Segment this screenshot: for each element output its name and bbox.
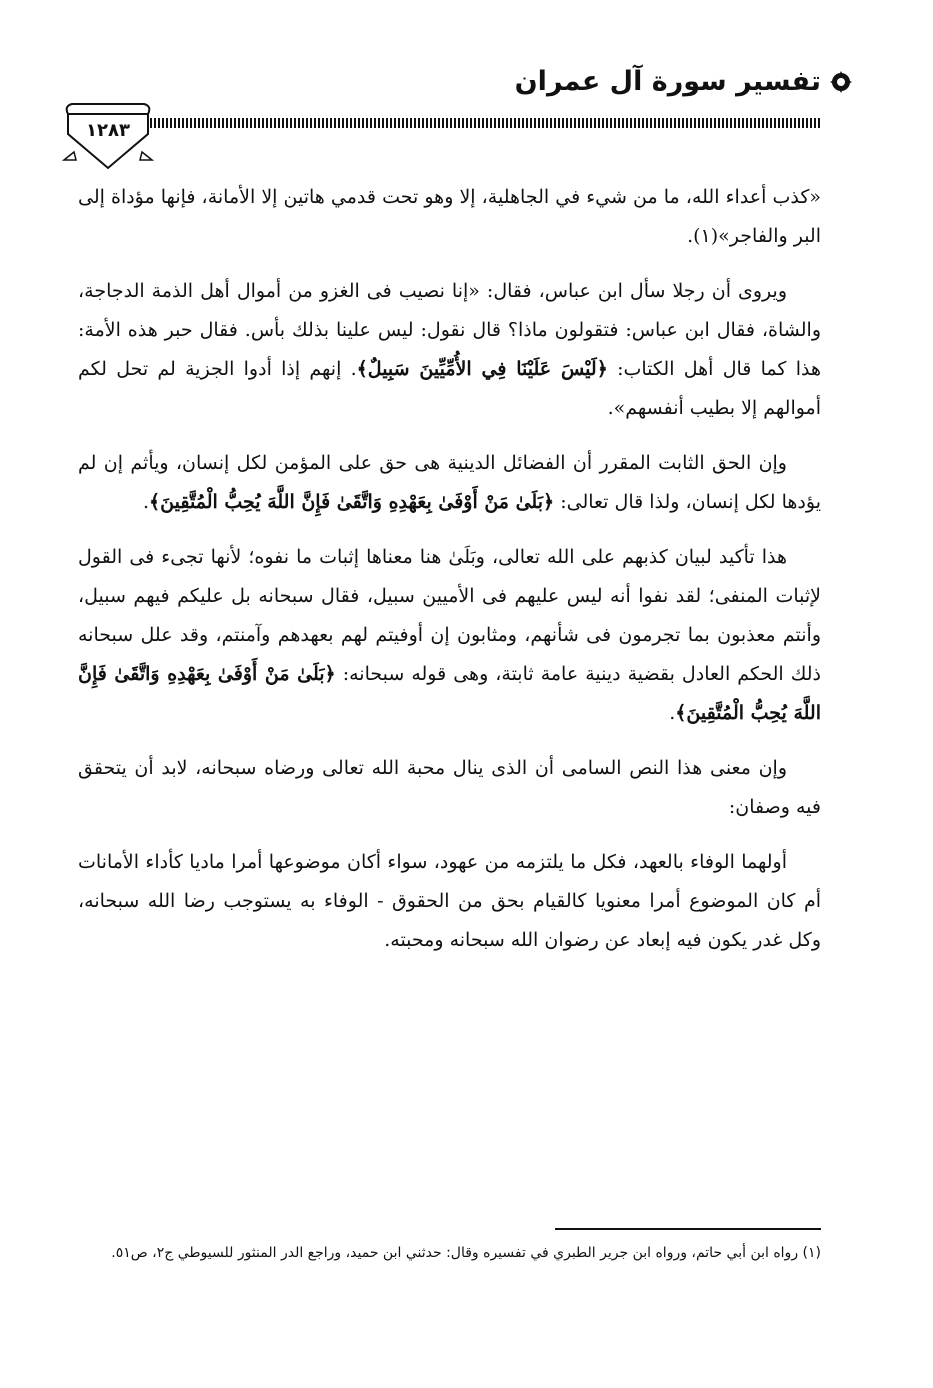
main-text — [78, 178, 821, 976]
quran-verse: ﴿بَلَىٰ مَنْ أَوْفَىٰ بِعَهْدِهِ وَاتَّقَىٰ فَإِنَّ اللَّهَ يُحِبُّ الْمُتَّقِينَ﴾ — [149, 491, 555, 513]
header-ornament-icon — [829, 70, 853, 94]
footnote-divider — [555, 1228, 821, 1230]
paragraph-text: . — [142, 491, 150, 513]
quran-verse: ﴿لَيْسَ عَلَيْنَا فِي الأُمِّيِّينَ سَبِيلٌ﴾ — [356, 358, 608, 380]
paragraph-text: . إنهم إذا أدوا الجزية لم تحل لكم أموالهم إلا بطيب أنفسهم». — [78, 358, 821, 419]
paragraph-text: . — [669, 702, 676, 724]
quran-verse: ﴿بَلَىٰ مَنْ أَوْفَىٰ بِعَهْدِهِ وَاتَّقَىٰ فَإِنَّ اللَّهَ يُحِبُّ الْمُتَّقِينَ﴾ — [78, 663, 821, 724]
page-number: ١٢٨٣ — [86, 120, 130, 141]
footnote: (١) رواه ابن أبي حاتم، ورواه ابن جرير الطبري في تفسيره وقال: حدثني ابن حميد، وراجع الدر المنثور للسيوطي ج٢، ص٥١. — [111, 1245, 821, 1261]
paragraph — [78, 538, 821, 733]
paragraph — [78, 444, 821, 522]
page-title: تفسير سورة آل عمران — [514, 66, 821, 97]
paragraph-text: وإن الحق الثابت المقرر أن الفضائل الدينية هى حق على المؤمن لكل إنسان، ويأثم إن لم يؤدها لكل إنسان، ولذا قال تعالى: — [78, 452, 821, 513]
paragraph-text: هذا تأكيد لبيان كذبهم على الله تعالى، وبَلَىٰ هنا معناها إثبات ما نفوه؛ لأنها تجىء فى القول لإثبات المنفى؛ لقد نفوا أنه ليس عليهم فى الأميين سبيل، فقال سبحانه بل عليكم فيهم سبيل، وأنتم معذبون بما تجرمون فى شأنهم، ومثابون إن أوفيتم لهم بعهدهم وآمنتم، وقد علل سبحانه ذلك الحكم العادل بقضية دينية عامة ثابتة، وهى قوله سبحانه: — [78, 546, 821, 685]
paragraph — [78, 272, 821, 428]
paragraph: أولهما الوفاء بالعهد، فكل ما يلتزمه من عهود، سواء أكان موضوعها أمرا ماديا كأداء الأمانات أم كان الموضوع أمرا معنويا كالقيام بحق من الحقوق - الوفاء به يستوجب رضا الله سبحانه، وكل غدر يكون فيه إبعاد عن رضوان الله سبحانه ومحبته. — [78, 851, 821, 951]
paragraph-text: ويروى أن رجلا سأل ابن عباس، فقال: «إنا نصيب فى الغزو من أموال أهل الذمة الدجاجة، والشاة، فقال ابن عباس: فتقولون ماذا؟ قال نقول: ليس علينا بذلك بأس. فقال حبر هذه الأمة: هذا كما قال أهل الكتاب: — [78, 280, 821, 380]
paragraph: «كذب أعداء الله، ما من شيء في الجاهلية، إلا وهو تحت قدمي هاتين إلا الأمانة، فإنها مؤداة إلى البر والفاجر»(١). — [78, 186, 821, 247]
paragraph: وإن معنى هذا النص السامى أن الذى ينال محبة الله تعالى ورضاه سبحانه، لابد أن يتحقق فيه وصفان: — [78, 757, 821, 818]
header-rule — [150, 118, 821, 128]
